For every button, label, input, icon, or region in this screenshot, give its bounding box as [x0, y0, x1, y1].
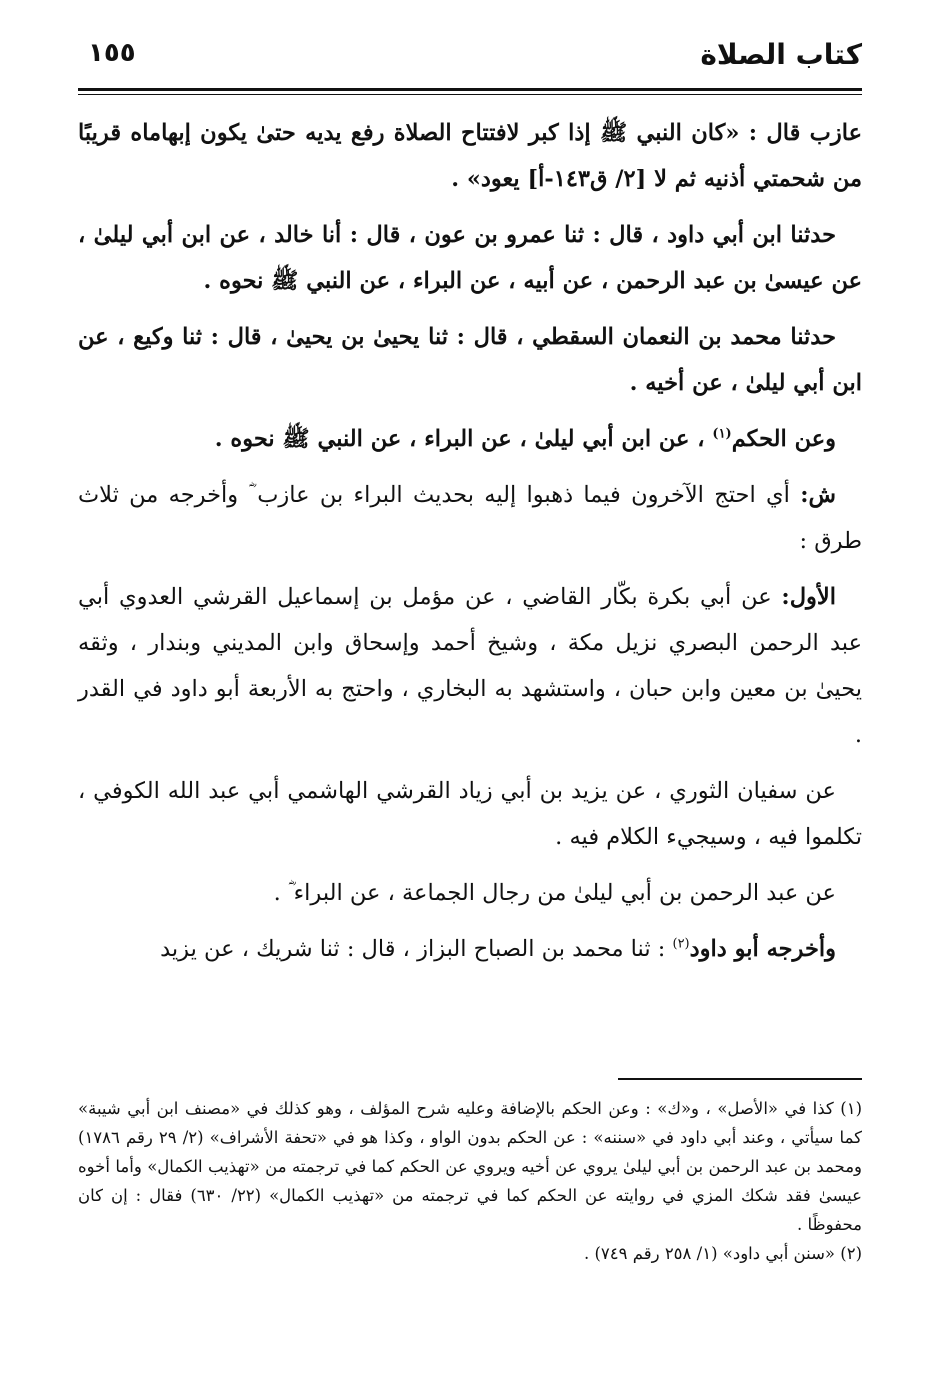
footnote-marker: (٢) — [840, 1244, 862, 1263]
paragraph-text: : ثنا محمد بن الصباح البزاز ، قال : ثنا شريك ، عن يزيد — [160, 936, 673, 962]
abu-dawud-marker: وأخرجه أبو داود — [689, 936, 836, 962]
paragraph-text: عازب قال : «كان النبي ﷺ إذا كبر لافتتاح الصلاة رفع يديه حتىٰ يكون إبهاماه قريبًا من شحمتي أذنيه ثم لا [٢/ ق١٤٣-أ] يعود» . — [78, 120, 862, 192]
book-title: كتاب الصلاة — [700, 38, 862, 71]
page-header — [78, 28, 862, 84]
paragraph-sufyan — [78, 768, 862, 860]
book-page — [78, 28, 862, 1358]
paragraph-ibn-abi-layla — [78, 870, 862, 916]
footnote-ref-1[interactable]: (١) — [712, 426, 732, 442]
footnote-1 — [78, 1094, 862, 1239]
paragraph-isnad-2 — [78, 314, 862, 406]
paragraph-text: وعن الحكم — [731, 426, 836, 452]
paragraph-first-route — [78, 574, 862, 758]
footnote-marker: (١) — [840, 1099, 862, 1118]
footnotes — [78, 1094, 862, 1268]
paragraph-text: عن عبد الرحمن بن أبي ليلىٰ من رجال الجماعة ، عن البراء ؓ . — [273, 880, 836, 906]
paragraph-text: عن سفيان الثوري ، عن يزيد بن أبي زياد القرشي الهاشمي أبي عبد الله الكوفي ، تكلموا فيه ، وسيجيء الكلام فيه . — [78, 778, 862, 850]
main-text — [78, 110, 862, 982]
footnote-2 — [78, 1239, 862, 1268]
paragraph-commentary — [78, 472, 862, 564]
paragraph-isnad-3 — [78, 416, 862, 462]
paragraph-text: ، عن ابن أبي ليلىٰ ، عن البراء ، عن النبي ﷺ نحوه . — [214, 426, 713, 452]
first-route-marker: الأول: — [781, 584, 836, 610]
footnote-text: كذا في «الأصل» ، و«ك» : وعن الحكم بالإضافة وعليه شرح المؤلف ، وهو كذلك في «مصنف ابن أبي شيبة» كما سيأتي ، وعند أبي داود في «سننه» : عن الحكم بدون الواو ، وكذا هو في «تحفة الأشراف» (٢/ ٢٩ رقم ١٧٨٦) ومحمد بن عبد الرحمن بن أبي ليلىٰ يروي عن أخيه ويروي عن الحكم كما في ترجمته من «تهذيب الكمال» وأما أخوه عيسىٰ فقد شكك المزي في روايته عن الحكم كما في ترجمته من «تهذيب الكمال» (٢٢/ ٦٣٠) فقال : إن كان محفوظًا . — [78, 1099, 862, 1234]
header-rule-thick — [78, 88, 862, 91]
paragraph-text: عن أبي بكرة بكّار القاضي ، عن مؤمل بن إسماعيل القرشي العدوي أبي عبد الرحمن البصري نزيل مكة ، وشيخ أحمد وإسحاق وابن المديني وبندار ، وثقه يحيىٰ بن معين وابن حبان ، واستشهد به البخاري ، واحتج به الأربعة أبو داود في القدر . — [78, 584, 862, 748]
paragraph-isnad-1 — [78, 212, 862, 304]
commentary-marker: ش: — [800, 482, 836, 508]
paragraph-text: حدثنا محمد بن النعمان السقطي ، قال : ثنا يحيىٰ بن يحيىٰ ، قال : ثنا وكيع ، عن ابن أبي ليلىٰ ، عن أخيه . — [78, 324, 862, 396]
paragraph-abu-dawud — [78, 926, 862, 972]
paragraph-hadith-text — [78, 110, 862, 202]
paragraph-text: أي احتج الآخرون فيما ذهبوا إليه بحديث البراء بن عازب ؓ وأخرجه من ثلاث طرق : — [78, 482, 862, 554]
footnote-ref-2[interactable]: (٢) — [672, 936, 690, 952]
page-number: ١٥٥ — [88, 38, 136, 68]
header-rule-thin — [78, 94, 862, 95]
paragraph-text: حدثنا ابن أبي داود ، قال : ثنا عمرو بن عون ، قال : أنا خالد ، عن ابن أبي ليلىٰ ، عن عيسىٰ بن عبد الرحمن ، عن أبيه ، عن البراء ، عن النبي ﷺ نحوه . — [78, 222, 862, 294]
footnote-separator — [618, 1078, 862, 1080]
footnote-text: «سنن أبي داود» (١/ ٢٥٨ رقم ٧٤٩) . — [583, 1244, 835, 1263]
